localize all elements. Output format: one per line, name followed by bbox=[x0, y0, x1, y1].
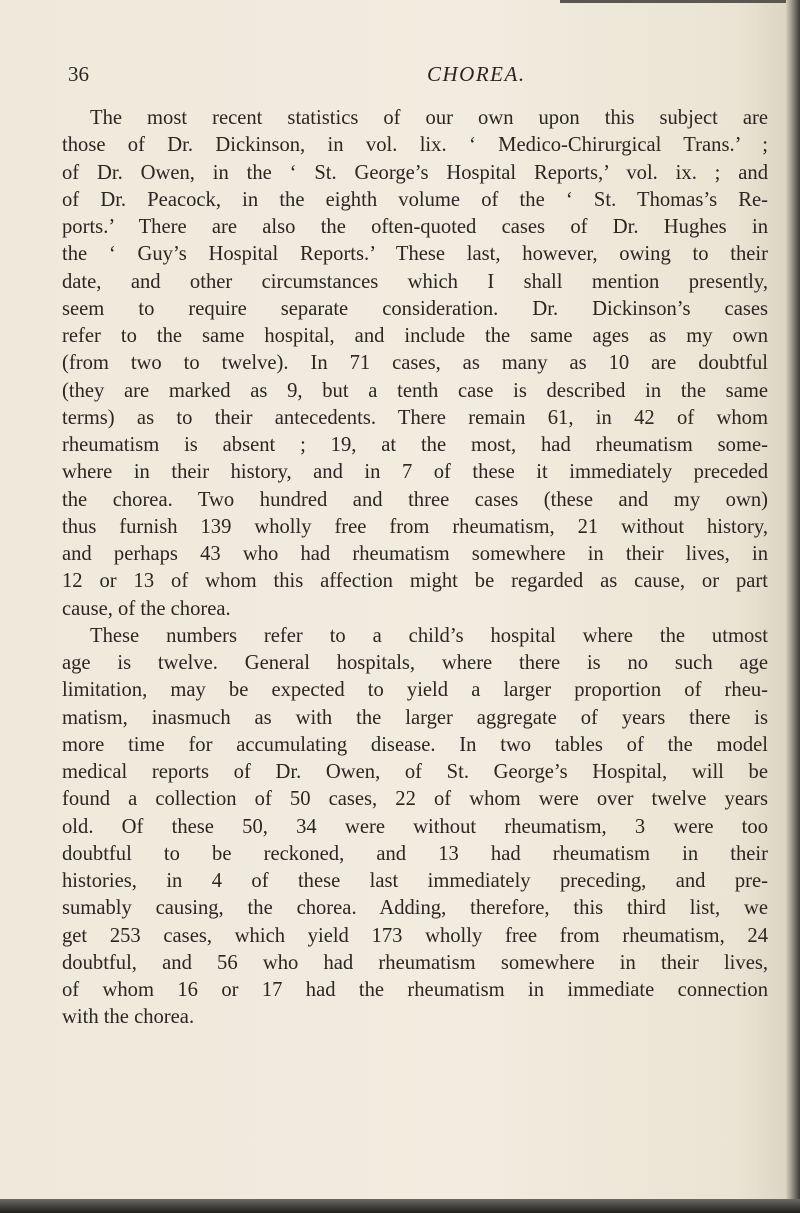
text-line: medical reports of Dr. Owen, of St. George’s Hospital, will be bbox=[62, 761, 768, 783]
text-line: date, and other circumstances which I shall mention presently, bbox=[62, 270, 768, 293]
text-line: of whom 16 or 17 had the rheumatism in immediate connection bbox=[62, 979, 768, 1001]
text-line: rheumatism is absent ; 19, at the most, had rheumatism some- bbox=[62, 434, 768, 456]
text-line: of Dr. Peacock, in the eighth volume of the ‘ St. Thomas’s Re- bbox=[62, 188, 768, 211]
body-text bbox=[62, 105, 768, 1032]
text-line: limitation, may be expected to yield a larger proportion of rheu- bbox=[62, 679, 768, 702]
page-number: 36 bbox=[68, 62, 89, 86]
text-line: found a collection of 50 cases, 22 of whom were over twelve years bbox=[62, 788, 768, 811]
page-header bbox=[68, 62, 768, 92]
text-line: more time for accumulating disease. In two tables of the model bbox=[62, 733, 768, 756]
top-edge-shadow bbox=[560, 0, 800, 3]
text-line: and perhaps 43 who had rheumatism somewhere in their lives, in bbox=[62, 543, 768, 565]
text-line: doubtful to be reckoned, and 13 had rheumatism in their bbox=[62, 842, 768, 865]
text-line: histories, in 4 of these last immediately preceding, and pre- bbox=[62, 870, 768, 892]
page-gutter-shadow bbox=[786, 0, 800, 1213]
text-line: (from two to twelve). In 71 cases, as many as 10 are doubtful bbox=[62, 352, 768, 375]
text-line: ports.’ There are also the often-quoted cases of Dr. Hughes in bbox=[62, 216, 768, 238]
text-line: those of Dr. Dickinson, in vol. lix. ‘ Medico-Chirurgical Trans.’ ; bbox=[62, 134, 768, 157]
text-line: cause, of the chorea. bbox=[62, 597, 231, 620]
text-line: the ‘ Guy’s Hospital Reports.’ These last, however, owing to their bbox=[62, 243, 768, 266]
text-line: where in their history, and in 7 of these it immediately preceded bbox=[62, 461, 768, 484]
text-line: terms) as to their antecedents. There remain 61, in 42 of whom bbox=[62, 406, 768, 429]
text-line: with the chorea. bbox=[62, 1006, 195, 1029]
text-line: the chorea. Two hundred and three cases (these and my own) bbox=[62, 488, 768, 511]
text-line: old. Of these 50, 34 were without rheumatism, 3 were too bbox=[62, 815, 768, 838]
text-line: doubtful, and 56 who had rheumatism somewhere in their lives, bbox=[62, 951, 768, 974]
bottom-edge-shadow bbox=[0, 1199, 800, 1213]
text-line: (they are marked as 9, but a tenth case is described in the same bbox=[62, 379, 768, 402]
running-title: CHOREA. bbox=[427, 62, 526, 86]
text-line: thus furnish 139 wholly free from rheumatism, 21 without history, bbox=[62, 515, 768, 538]
text-line: of Dr. Owen, in the ‘ St. George’s Hospital Reports,’ vol. ix. ; and bbox=[62, 161, 768, 184]
text-line: seem to require separate consideration. Dr. Dickinson’s cases bbox=[62, 297, 768, 320]
text-line: get 253 cases, which yield 173 wholly free from rheumatism, 24 bbox=[62, 924, 768, 947]
text-line: refer to the same hospital, and include the same ages as my own bbox=[62, 325, 768, 347]
text-line: 12 or 13 of whom this affection might be regarded as cause, or part bbox=[62, 570, 768, 593]
text-line: matism, inasmuch as with the larger aggregate of years there is bbox=[62, 706, 768, 729]
text-line: age is twelve. General hospitals, where there is no such age bbox=[62, 652, 768, 674]
text-line: sumably causing, the chorea. Adding, therefore, this third list, we bbox=[62, 897, 768, 920]
text-line: The most recent statistics of our own upon this subject are bbox=[90, 107, 768, 129]
paragraph-1 bbox=[62, 105, 768, 623]
text-line: These numbers refer to a child’s hospital where the utmost bbox=[90, 624, 768, 647]
paragraph-2 bbox=[62, 623, 768, 1032]
